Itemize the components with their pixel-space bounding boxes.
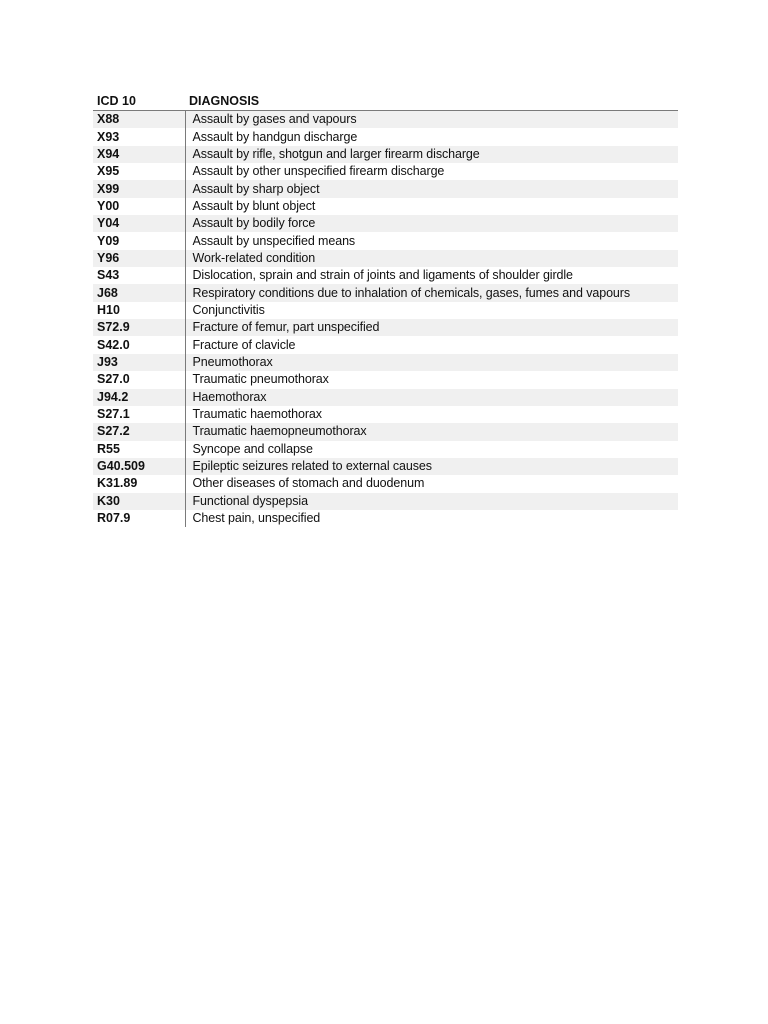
diagnosis-cell: Assault by rifle, shotgun and larger firearm discharge [185,146,678,163]
icd-code-cell: X95 [93,163,185,180]
diagnosis-cell: Assault by bodily force [185,215,678,232]
diagnosis-cell: Fracture of clavicle [192,337,296,352]
icd-code-cell: S27.0 [93,371,185,388]
icd-code-cell: R07.9 [93,510,185,527]
table-row [93,128,678,145]
table-row [93,198,678,215]
icd-code-cell: Y96 [93,250,185,267]
icd-code-cell: S72.9 [93,319,185,336]
table-row [93,493,678,510]
table-row [93,284,678,301]
diagnosis-cell: Assault by sharp object [185,180,678,197]
table-row [93,267,678,284]
table-row [93,371,678,388]
diagnosis-cell: Work-related condition [185,250,678,267]
icd-code-cell: Y09 [93,232,185,249]
icd-diagnosis-table [93,92,678,527]
table-row [93,180,678,197]
table-row [93,163,678,180]
table-row [93,354,678,371]
header-icd-code: ICD 10 [93,92,185,111]
icd-code-cell: J93 [93,354,185,371]
table-body [93,111,678,528]
icd-code-cell: H10 [93,302,185,319]
icd-code-cell: S42.0 [93,336,185,353]
header-row [93,92,678,111]
diagnosis-cell: Haemothorax [185,389,678,406]
icd-code-cell: X93 [93,128,185,145]
diagnosis-cell: Functional dyspepsia [185,493,678,510]
icd-code-cell: X88 [93,111,185,129]
table-row [93,406,678,423]
icd-code-cell: Y00 [93,198,185,215]
table-row [93,232,678,249]
diagnosis-cell: Traumatic haemothorax [192,407,322,422]
table-row [93,458,678,475]
table-row [93,319,678,336]
diagnosis-cell: Other diseases of stomach and duodenum [192,476,425,491]
icd-code-cell: R55 [93,441,185,458]
diagnosis-cell: Fracture of femur, part unspecified [185,319,678,336]
diagnosis-cell: Syncope and collapse [192,441,313,456]
icd-code-cell: K30 [93,493,185,510]
icd-code-cell: G40.509 [93,458,185,475]
diagnosis-cell: Assault by handgun discharge [192,129,358,144]
table-header [93,92,678,111]
table-row [93,389,678,406]
diagnosis-cell: Respiratory conditions due to inhalation of chemicals, gases, fumes and vapours [185,284,678,301]
icd-code-cell: Y04 [93,215,185,232]
icd-code-cell: S43 [93,267,185,284]
diagnosis-cell: Chest pain, unspecified [192,511,321,526]
diagnosis-cell: Assault by gases and vapours [185,111,678,129]
icd-code-cell: S27.1 [93,406,185,423]
icd-code-cell: S27.2 [93,423,185,440]
table-row [93,302,678,319]
header-diagnosis: DIAGNOSIS [185,92,678,111]
icd-code-cell: X94 [93,146,185,163]
table-row [93,441,678,458]
diagnosis-cell: Epileptic seizures related to external causes [185,458,678,475]
table-row [93,336,678,353]
diagnosis-cell: Conjunctivitis [192,302,265,317]
diagnosis-cell: Traumatic pneumothorax [192,372,329,387]
table-row [93,111,678,129]
diagnosis-cell: Assault by other unspecified firearm discharge [192,164,445,179]
diagnosis-cell: Assault by blunt object [192,198,316,213]
icd-code-cell: X99 [93,180,185,197]
icd-code-cell: J94.2 [93,389,185,406]
table-row [93,475,678,492]
diagnosis-cell: Pneumothorax [185,354,678,371]
table-row [93,423,678,440]
diagnosis-cell: Assault by unspecified means [192,233,356,248]
diagnosis-cell: Traumatic haemopneumothorax [185,423,678,440]
diagnosis-cell: Dislocation, sprain and strain of joints and ligaments of shoulder girdle [192,268,573,283]
icd-code-cell: K31.89 [93,475,185,492]
table-row [93,250,678,267]
icd-code-cell: J68 [93,284,185,301]
table-row [93,215,678,232]
table-row [93,146,678,163]
table-row [93,510,678,527]
